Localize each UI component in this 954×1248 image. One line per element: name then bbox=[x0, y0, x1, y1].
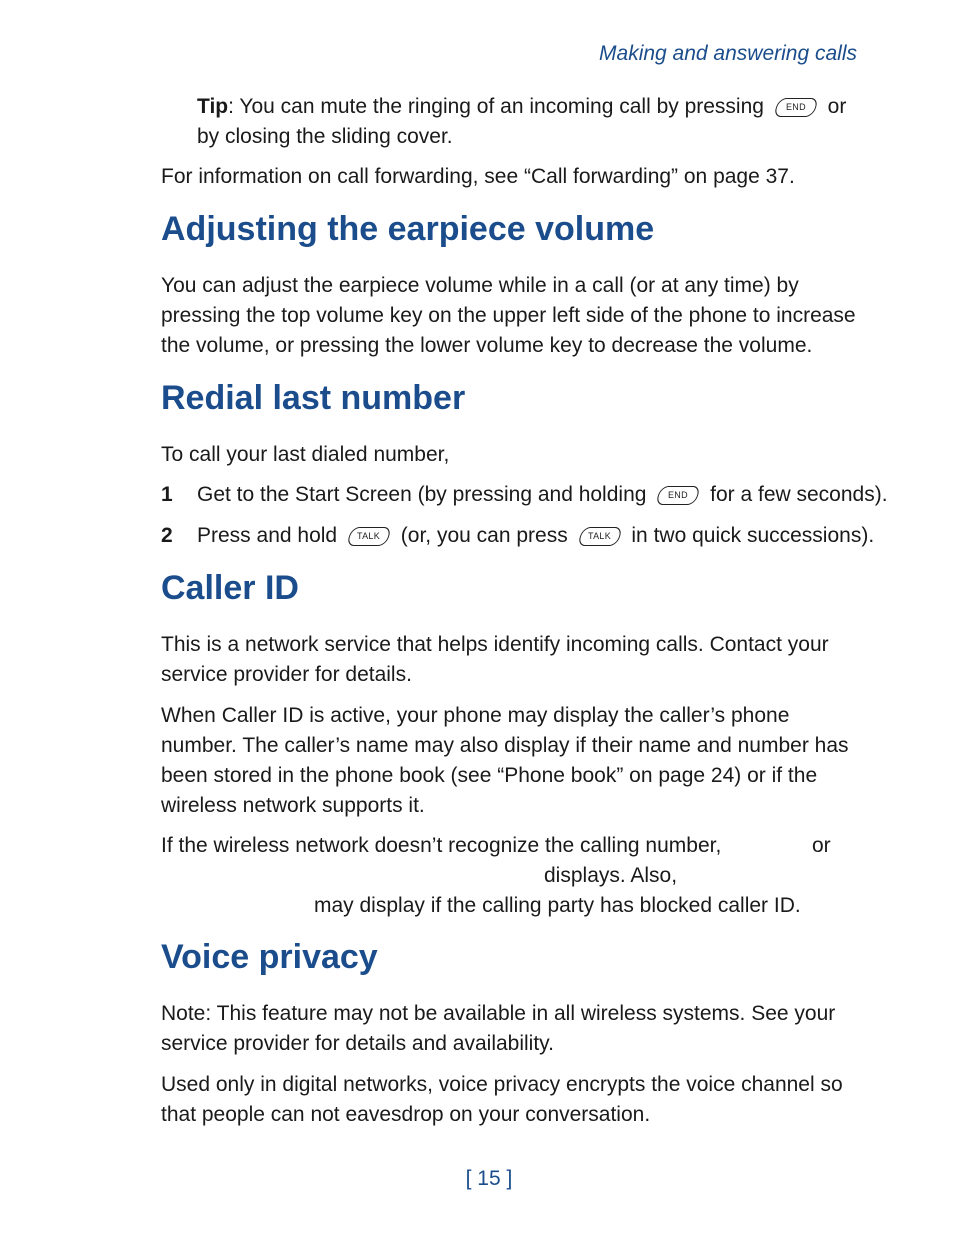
callerid-p3-line-1: If the wireless network doesn’t recognize the calling number, bbox=[161, 834, 722, 857]
callerid-p3-or: or bbox=[812, 834, 831, 857]
callerid-p1-line-2: service provider for details. bbox=[161, 663, 412, 686]
tip-line-1 bbox=[197, 92, 846, 122]
talk-key-icon: TALK bbox=[576, 527, 622, 546]
end-key-icon: END bbox=[655, 486, 701, 505]
tip-line-2: by closing the sliding cover. bbox=[197, 125, 453, 148]
redial-step-1: Get to the Start Screen (by pressing and holding END for a few seconds). bbox=[197, 483, 888, 506]
heading-earpiece-volume: Adjusting the earpiece volume bbox=[161, 210, 655, 248]
redial-intro: To call your last dialed number, bbox=[161, 443, 450, 466]
earpiece-line-3: the volume, or pressing the lower volume key to decrease the volume. bbox=[161, 334, 813, 357]
step-number: 1 bbox=[161, 483, 173, 506]
callerid-p3-line-2: displays. Also, bbox=[544, 864, 678, 887]
callerid-p2-line-4: wireless network supports it. bbox=[161, 794, 425, 817]
earpiece-line-2: pressing the top volume key on the upper left side of the phone to increase bbox=[161, 304, 856, 327]
callerid-p2-line-1: When Caller ID is active, your phone may display the caller’s phone bbox=[161, 704, 790, 727]
heading-redial: Redial last number bbox=[161, 379, 466, 417]
page-number: [ 15 ] bbox=[465, 1167, 513, 1190]
heading-voice-privacy: Voice privacy bbox=[161, 938, 378, 976]
redial-step-2: Press and hold TALK (or, you can press TALK in two quick successions). bbox=[197, 524, 875, 547]
voice-p2-line-2: that people can not eavesdrop on your conversation. bbox=[161, 1103, 651, 1126]
running-header: Making and answering calls bbox=[599, 42, 857, 65]
talk-key-icon: TALK bbox=[346, 527, 392, 546]
earpiece-line-1: You can adjust the earpiece volume while in a call (or at any time) by bbox=[161, 274, 799, 297]
callerid-p2-line-2: number. The caller’s name may also display if their name and number has bbox=[161, 734, 849, 757]
end-key-icon: END bbox=[773, 98, 819, 117]
heading-caller-id: Caller ID bbox=[161, 569, 299, 607]
callerid-p2-line-3: been stored in the phone book (see “Phone book” on page 24) or if the bbox=[161, 764, 818, 787]
tip-or: or bbox=[827, 95, 847, 118]
voice-p2-line-1: Used only in digital networks, voice privacy encrypts the voice channel so bbox=[161, 1073, 843, 1096]
voice-p1-line-1: Note: This feature may not be available in all wireless systems. See your bbox=[161, 1002, 836, 1025]
tip-text: : You can mute the ringing of an incoming call by pressing bbox=[228, 95, 764, 118]
callerid-p1-line-1: This is a network service that helps identify incoming calls. Contact your bbox=[161, 633, 829, 656]
tip-label: Tip bbox=[197, 95, 229, 118]
callerid-p3-line-3: may display if the calling party has blocked caller ID. bbox=[314, 894, 801, 917]
voice-p1-line-2: service provider for details and availability. bbox=[161, 1032, 554, 1055]
step-number: 2 bbox=[161, 524, 173, 547]
call-forwarding-note: For information on call forwarding, see “Call forwarding” on page 37. bbox=[161, 165, 795, 188]
